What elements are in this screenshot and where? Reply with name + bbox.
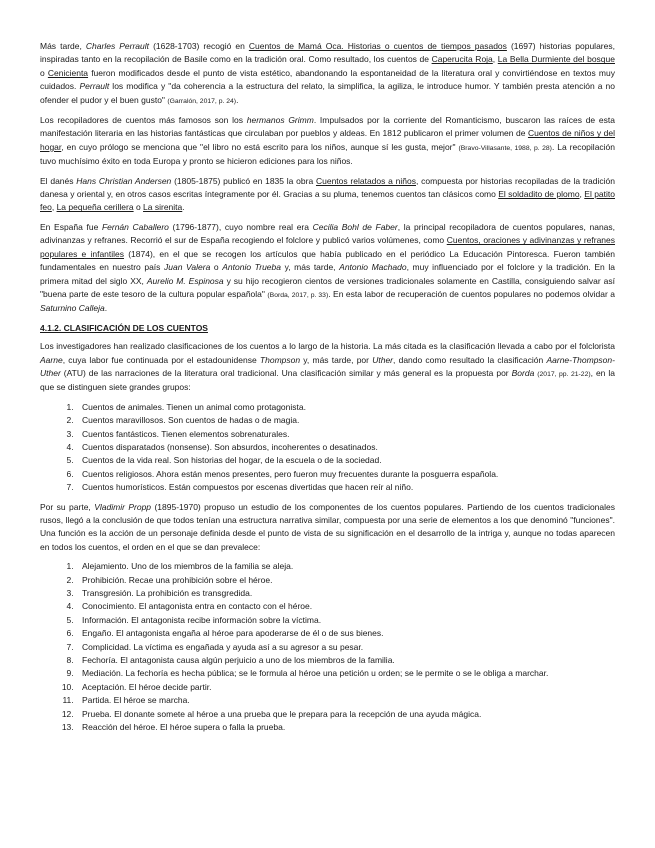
list-item: 3. Transgresión. La prohibición es transgredida. bbox=[76, 587, 615, 600]
text-segment: En España fue bbox=[40, 221, 102, 232]
list-item: 4. Conocimiento. El antagonista entra en contacto con el héroe. bbox=[76, 600, 615, 613]
text-segment: (1697) historias populares, inspiradas tanto en la recopilación de Basile como en la tradición oral. Como resultado, los cuentos de bbox=[40, 41, 615, 65]
body-paragraph bbox=[40, 114, 615, 169]
work-title: La Bella Durmiente del bosque bbox=[497, 54, 615, 65]
story-groups-list bbox=[40, 401, 615, 495]
text-segment: Los recopiladores de cuentos más famosos son los bbox=[40, 115, 247, 126]
author-name: Borda bbox=[511, 367, 535, 378]
author-name: Charles Perrault bbox=[85, 41, 150, 51]
text-segment: los modifica y "da coherencia a la estructura del relato, la simplifica, la agiliza, le introduce humor. Y también presta atención a no ofender el pudor y el buen gusto" bbox=[40, 81, 616, 105]
text-segment: (1628-1703) recogió en bbox=[149, 41, 249, 51]
intro-paragraphs bbox=[40, 40, 615, 316]
text-segment: , bbox=[492, 54, 498, 65]
work-title: Cuentos relatados a niños bbox=[315, 175, 416, 186]
text-segment: , dando como resultado la clasificación bbox=[393, 354, 547, 365]
text-segment: . En esta labor de recuperación de cuentos populares no podemos olvidar a bbox=[328, 288, 616, 299]
text-segment: y, más tarde, por bbox=[300, 354, 373, 365]
work-title: Cuentos, oraciones y adivinanzas y refranes populares e infantiles bbox=[40, 235, 616, 259]
citation: (Borda, 2017, p. 33) bbox=[267, 291, 329, 299]
body-paragraph bbox=[40, 40, 615, 108]
list-item: 6. Cuentos religiosos. Ahora están menos presentes, pero fueron muy frecuentes durante la posguerra española. bbox=[76, 468, 615, 481]
text-segment: y su hijo recogieron cientos de versiones tradicionales solamente en Castilla, consiguiendo salvar así "buena parte de este tesoro de la cultura popular española" bbox=[40, 275, 615, 299]
list-item: 4. Cuentos disparatados (nonsense). Son absurdos, incoherentes o desatinados. bbox=[76, 441, 615, 454]
work-title: Cenicienta bbox=[47, 67, 89, 78]
author-name: Saturnino Calleja bbox=[40, 303, 105, 314]
work-title: El patito feo bbox=[40, 189, 615, 213]
author-name: Aarne bbox=[40, 354, 63, 365]
list-item: 10. Aceptación. El héroe decide partir. bbox=[76, 681, 615, 694]
classification-paragraph bbox=[40, 340, 615, 395]
list-item: 3. Cuentos fantásticos. Tienen elementos sobrenaturales. bbox=[76, 428, 615, 441]
author-name: hermanos Grimm bbox=[246, 115, 314, 126]
list-item: 9. Mediación. La fechoría es hecha pública; se le formula al héroe una petición u orden; se le permite o se le obliga a marchar. bbox=[76, 667, 615, 680]
text-segment: , en cuyo prólogo se menciona que "el libro no está escrito para los niños, aunque sí les gusta, mejor" bbox=[61, 141, 459, 152]
citation: (2017, pp. 21-22) bbox=[537, 370, 591, 378]
text-segment: , compuesta por historias recopiladas de la tradición danesa y oriental y, en otros casos escritas íntegramente por él. Gracias a su pluma, tenemos cuentos tan clásicos como bbox=[40, 175, 615, 200]
text-segment: (1895-1970) propuso un estudio de los componentes de los cuentos populares. Partiendo de los cuentos tradicionales rusos, llegó a la conclusión de que todos tenían una estructura narrativa similar, compuesta por una serie de elementos a los que denominó "funciones". Una función es la acción de un personaje definida desde el punto de vista de su significación en el desarrollo de la intriga y, aunque no todas aparecen en todos los cuentos, el orden en el que se dan prevalece: bbox=[40, 501, 616, 552]
propp-paragraph bbox=[40, 501, 615, 555]
propp-functions-list bbox=[40, 560, 615, 734]
text-segment: , en la que se distinguen siete grandes grupos: bbox=[40, 367, 615, 393]
author-name: Hans Christian Andersen bbox=[76, 175, 172, 186]
author-name: Perrault bbox=[79, 81, 110, 92]
text-segment: , muy influenciado por el folclore y la tradición. En la primera mitad del siglo XX, bbox=[40, 262, 615, 286]
list-item: 2. Cuentos maravillosos. Son cuentos de hadas o de magia. bbox=[76, 414, 615, 427]
text-segment: . Impulsados por la corriente del Romanticismo, buscaron las raíces de esta manifestación literaria en las historias fantásticas que circulaban por pueblos y aldeas. En 1812 publicaron el primer volumen de bbox=[40, 115, 615, 139]
author-name: Juan Valera bbox=[164, 262, 211, 273]
text-segment: (ATU) de las narraciones de la literatura oral tradicional. Una clasificación similar y más general es la propuesta por bbox=[60, 367, 512, 378]
text-segment: (1796-1877), cuyo nombre real era bbox=[168, 221, 313, 232]
text-segment: y, más tarde, bbox=[280, 262, 340, 273]
author-name: Cecilia Bohl de Faber bbox=[312, 221, 398, 232]
text-segment: (1874), en el que se recogen los artículos que había publicado en el periódico La Educación Pintoresca. Fueron también fundamentales en nuestro país bbox=[40, 248, 615, 273]
text-segment: (1805-1875) publicó en 1835 la obra bbox=[171, 175, 316, 186]
author-name: Aurelio M. Espinosa bbox=[146, 275, 224, 286]
text-segment: o bbox=[133, 202, 144, 213]
list-item: 11. Partida. El héroe se marcha. bbox=[76, 694, 615, 707]
text-segment: , bbox=[51, 202, 57, 213]
text-segment: , bbox=[579, 189, 585, 200]
citation: (Bravo-Villasante, 1988, p. 28) bbox=[458, 144, 552, 152]
work-title: La sirenita bbox=[143, 202, 183, 213]
text-segment: , cuya labor fue continuada por el estadounidense bbox=[62, 354, 260, 365]
text-segment: . bbox=[182, 202, 185, 213]
text-segment: . La recopilación tuvo muchísimo éxito en toda Europa y pronto se hicieron ediciones para los niños. bbox=[40, 141, 616, 167]
list-item: 12. Prueba. El donante somete al héroe a una prueba que le prepara para la recepción de una ayuda mágica. bbox=[76, 708, 615, 721]
text-segment: El danés bbox=[40, 175, 77, 186]
work-title: Cuentos de Mamá Oca. Historias o cuentos de tiempos pasados bbox=[248, 41, 507, 51]
work-title: Cuentos de niños y del hogar bbox=[40, 128, 615, 152]
list-item: 6. Engaño. El antagonista engaña al héroe para apoderarse de él o de sus bienes. bbox=[76, 627, 615, 640]
text-segment: o bbox=[210, 262, 223, 273]
list-item: 5. Información. El antagonista recibe información sobre la víctima. bbox=[76, 614, 615, 627]
list-item: 7. Complicidad. La víctima es engañada y ayuda así a su agresor a su pesar. bbox=[76, 641, 615, 654]
list-item: 7. Cuentos humorísticos. Están compuestos por escenas divertidas que hacen reír al niño. bbox=[76, 481, 615, 494]
text-segment: , la principal recopiladora de cuentos populares, nanas, adivinanzas y refranes. Recorrió el sur de España recogiendo el folclore y publicó varios volúmenes, como bbox=[40, 221, 616, 246]
text-segment: o bbox=[40, 67, 48, 78]
list-item: 13. Reacción del héroe. El héroe supera o falla la prueba. bbox=[76, 721, 615, 734]
section-heading: 4.1.2. CLASIFICACIÓN DE LOS CUENTOS bbox=[40, 322, 208, 333]
author-name: Fernán Caballero bbox=[101, 221, 169, 232]
list-item: 1. Alejamiento. Uno de los miembros de la familia se aleja. bbox=[76, 560, 615, 573]
text-segment: fueron modificados desde el punto de vista estético, abandonando la espontaneidad de la literatura oral y convirtiéndose en textos muy cuidados. bbox=[40, 67, 615, 92]
work-title: El soldadito de plomo bbox=[498, 189, 580, 200]
text-segment: Más tarde, bbox=[40, 41, 86, 51]
list-item: 5. Cuentos de la vida real. Son historias del hogar, de la escuela o de la sociedad. bbox=[76, 454, 615, 467]
text-segment: . bbox=[104, 303, 108, 314]
work-title: Caperucita Roja bbox=[431, 54, 493, 65]
author-name: Vladimir Propp bbox=[94, 501, 152, 512]
text-segment: Los investigadores han realizado clasificaciones de los cuentos a lo largo de la historia. La más citada es la clasificación llevada a cabo por el folclorista bbox=[40, 341, 615, 352]
list-item: 1. Cuentos de animales. Tienen un animal como protagonista. bbox=[76, 401, 615, 414]
author-name: Aarne-Thompson-Uther bbox=[40, 354, 615, 378]
list-item: 2. Prohibición. Recae una prohibición sobre el héroe. bbox=[76, 574, 615, 587]
author-name: Antonio Machado bbox=[339, 262, 407, 273]
list-item: 8. Fechoría. El antagonista causa algún perjuicio a uno de los miembros de la familia. bbox=[76, 654, 615, 667]
text-segment: . bbox=[236, 94, 239, 105]
work-title: La pequeña cerillera bbox=[56, 202, 134, 213]
author-name: Antonio Trueba bbox=[222, 262, 281, 273]
body-paragraph bbox=[40, 175, 615, 215]
citation: (Garralón, 2017, p. 24) bbox=[167, 97, 237, 105]
body-paragraph bbox=[40, 221, 615, 316]
author-name: Thompson bbox=[259, 354, 301, 365]
text-segment: Por su parte, bbox=[40, 501, 95, 512]
author-name: Uther bbox=[372, 354, 394, 365]
